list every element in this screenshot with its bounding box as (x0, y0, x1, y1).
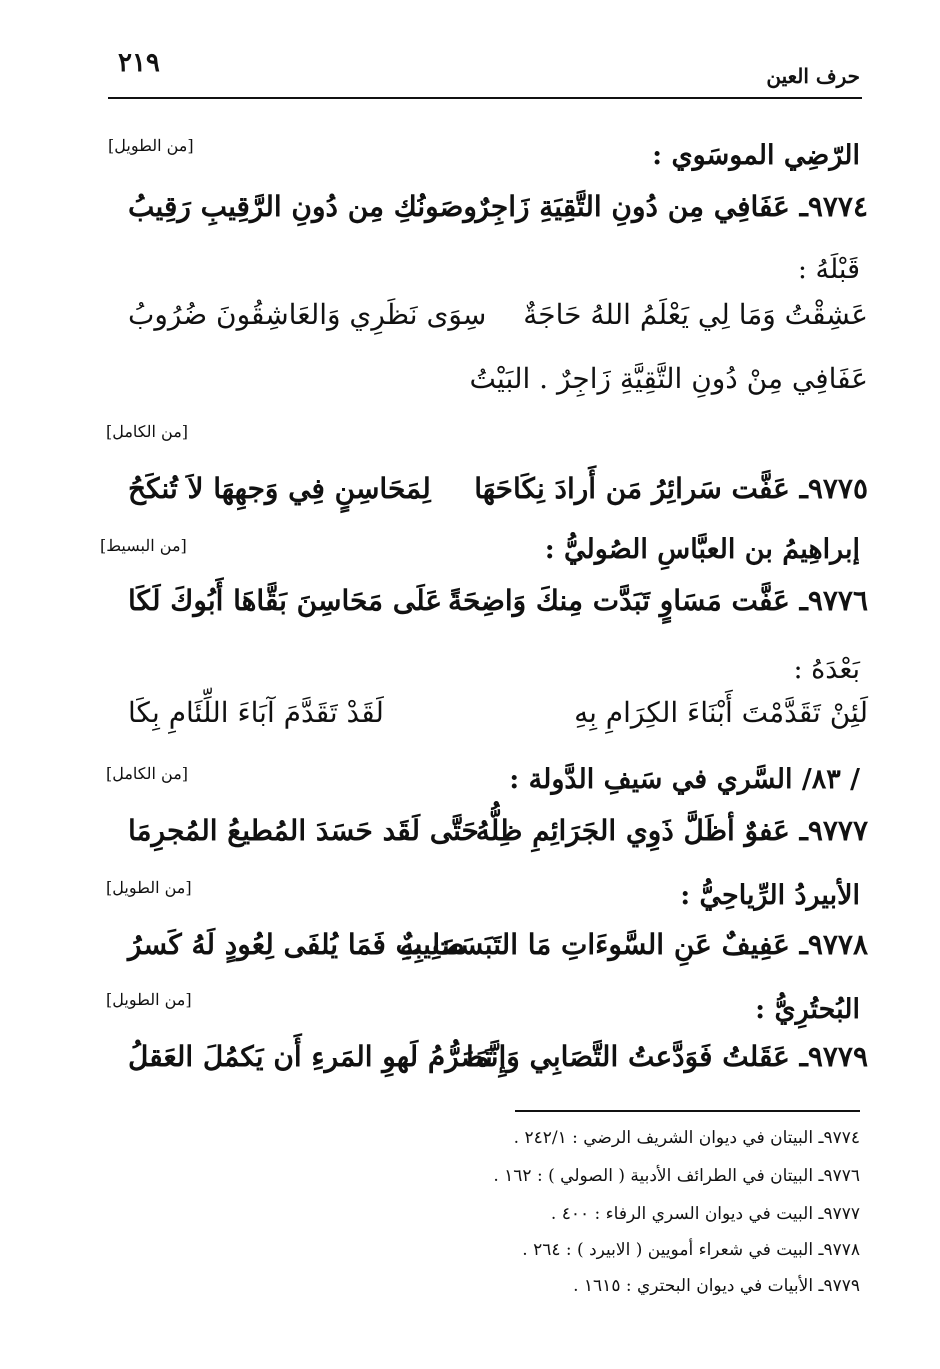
meter-label: [من الطويل] (106, 990, 192, 1009)
footnote: ٩٧٧٤ـ البيتان في ديوان الشريف الرضي : ٢٤٢/١ . (513, 1128, 860, 1148)
verse-9774 (0, 190, 940, 240)
verse-cross-reference (0, 362, 940, 412)
verse-hemistich-second: لِمَحَاسِنٍ فِي وَجهِهَا لاَ تُنكَحُ (128, 472, 431, 505)
verse-9779 (0, 1040, 940, 1090)
verse-hemistich-first: ٩٧٧٨ـ عَفِيفٌ عَنِ السَّوءَاتِ مَا التَبَسَت بِهِ (399, 928, 868, 961)
verse-hemistich-second: سِوَى نَظَرِي وَالعَاشِقُونَ ضُرُوبُ (128, 298, 487, 331)
verse-hemistich-second: صَلِيبٌ فَمَا يُلفَى لِعُودٍ لَهُ كَسرُ (128, 928, 465, 961)
meter-label: [من الكامل] (106, 422, 189, 441)
poet-name: الرّضِي الموسَوي : (652, 140, 860, 171)
footnote: ٩٧٧٧ـ البيت في ديوان السري الرفاء : ٤٠٠ . (550, 1204, 860, 1224)
poet-name: الأبيردُ الرِّياحِيُّ : (680, 880, 860, 911)
footnote: ٩٧٧٦ـ البيتان في الطرائف الأدبية ( الصولي ) : ١٦٢ . (493, 1166, 860, 1186)
verse-after-9776 (0, 696, 940, 746)
meter-label: [من الطويل] (106, 878, 192, 897)
verse-hemistich-second: وصَونُكِ مِن دُونِ الرَّقِيبِ رَقِيبُ (128, 190, 477, 223)
verse-hemistich-first: عَشِقْتُ وَمَا لِي يَعْلَمُ اللهُ حَاجَةٌ (523, 298, 868, 331)
meter-label: [من الكامل] (106, 764, 189, 783)
page-number: ٢١٩ (118, 48, 160, 78)
verse-hemistich-first: ٩٧٧٩ـ عَقَلتُ فَوَدَّعتُ التَّصَابِي وَإِنَّمَا (465, 1040, 868, 1073)
verse-hemistich-second: حَتَّى لَقَد حَسَدَ المُطيعُ المُجرِمَا (128, 814, 479, 847)
footnote: ٩٧٧٩ـ الأبيات في ديوان البحتري : ١٦١٥ . (573, 1276, 860, 1296)
verse-hemistich-second: تَصَرُّمُ لَهوِ المَرءِ أَن يَكمُلَ العَقلُ (128, 1040, 493, 1073)
footnote-rule (515, 1110, 860, 1112)
verse-9775 (0, 472, 940, 522)
verse-hemistich-first: لَئِنْ تَقَدَّمْتَ أَبْنَاءَ الكِرَامِ بِهِ (574, 696, 868, 729)
verse-hemistich-first: ٩٧٧٥ـ عَفَّت سَرائِرُ مَن أَرادَ نِكَاحَهَا (474, 472, 868, 505)
verse-hemistich-first: ٩٧٧٧ـ عَفوٌ أظَلَّ ذَوِي الجَرَائِمِ ظِلُّهُ (475, 814, 868, 847)
meter-label: [من البسيط] (100, 536, 187, 555)
verse-9776 (0, 584, 940, 634)
verse-hemistich-second: عَلَى مَحَاسِنَ بَقَّاهَا أَبُوكَ لَكَا (128, 584, 443, 617)
verse-before-9774 (0, 298, 940, 348)
verse-hemistich-first: عَفَافِي مِنْ دُونِ التَّقِيَّةِ زَاجِرٌ . البَيْتُ (469, 362, 868, 395)
running-head: حرف العين (766, 64, 860, 88)
verse-hemistich-first: ٩٧٧٤ـ عَفَافِي مِن دُونِ التَّقِيَةِ زَاجِرٌ (475, 190, 868, 223)
section-label: بَعْدَهُ : (793, 654, 860, 685)
section-label: قَبْلَهُ : (797, 254, 860, 285)
verse-hemistich-second: لَقَدْ تَقَدَّمَ آبَاءَ اللِّئَامِ بِكَا (128, 696, 384, 729)
poet-name: البُحتُرِيُّ : (755, 994, 860, 1025)
footnote: ٩٧٧٨ـ البيت في شعراء أمويين ( الابيرد ) : ٢٦٤ . (522, 1240, 860, 1260)
verse-hemistich-first: ٩٧٧٦ـ عَفَّت مَسَاوٍ تَبَدَّت مِنكَ وَاضِحَةً (448, 584, 868, 617)
verse-9777 (0, 814, 940, 864)
meter-label: [من الطويل] (108, 136, 194, 155)
verse-9778 (0, 928, 940, 978)
poet-name: إبراهِيمُ بن العبَّاسِ الصُوليُّ : (544, 534, 860, 565)
header-rule (108, 97, 862, 99)
poet-name: / ٨٣/ السَّري في سَيفِ الدَّولة : (509, 764, 860, 795)
